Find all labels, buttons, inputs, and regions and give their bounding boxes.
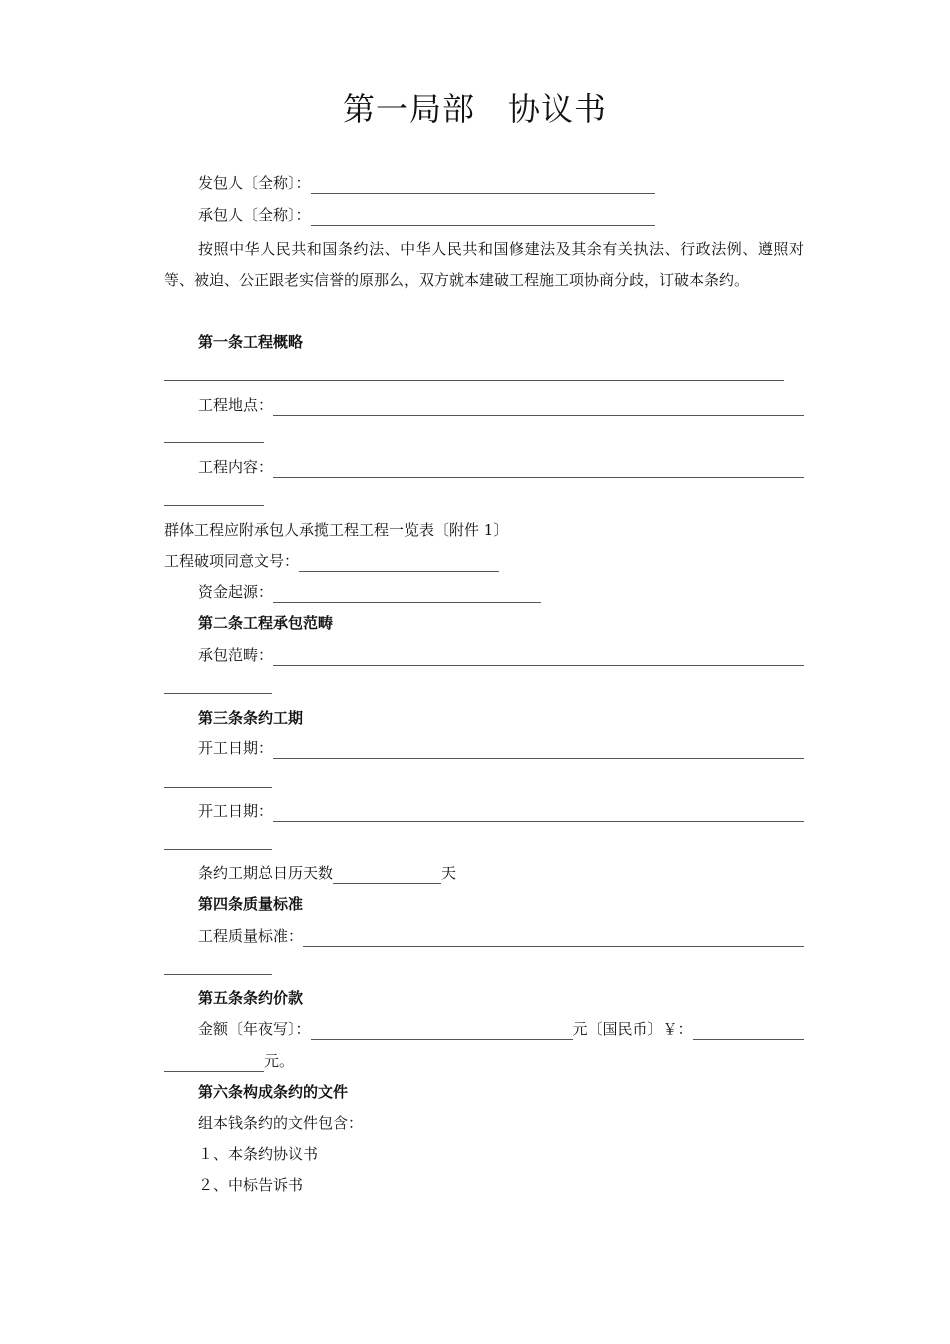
content-blank[interactable]	[273, 455, 804, 478]
start-date-row	[164, 733, 804, 763]
page-title: 第一局部 协议书	[342, 90, 607, 128]
start-date-label: 开工日期：	[198, 739, 274, 757]
scope-label: 承包范畴：	[198, 646, 274, 664]
total-days-suffix: 天	[441, 864, 457, 882]
amount-words-blank[interactable]	[311, 1017, 573, 1040]
amount-figure-blank-cont[interactable]	[164, 1049, 264, 1072]
amount-cont-row	[164, 1046, 804, 1076]
total-days-row	[164, 858, 804, 888]
quality-row	[164, 921, 804, 951]
documents-item	[164, 1170, 804, 1200]
article-6-title: 第六条构成条约的文件	[198, 1083, 349, 1101]
fund-blank[interactable]	[273, 580, 541, 603]
article-2-heading	[164, 608, 804, 638]
article-1-heading	[164, 327, 804, 357]
article-5-title: 第五条条约价款	[198, 989, 304, 1007]
employer-row	[164, 168, 804, 198]
rmb-label: 元〔国民币〕￥：	[572, 1020, 693, 1038]
scope-blank-cont[interactable]	[164, 693, 272, 694]
article-1-overview-blank[interactable]	[164, 380, 784, 381]
amount-row	[164, 1014, 804, 1044]
quality-blank-cont[interactable]	[164, 974, 272, 975]
total-days-blank[interactable]	[333, 861, 441, 884]
location-row	[164, 390, 804, 420]
end-date-blank-cont[interactable]	[164, 849, 272, 850]
documents-intro: 组本钱条约的文件包含：	[198, 1114, 364, 1132]
end-date-row	[164, 796, 804, 826]
employer-label: 发包人〔全称〕：	[198, 174, 311, 192]
location-blank[interactable]	[273, 393, 804, 416]
documents-item-text: １、本条约协议书	[198, 1145, 319, 1163]
article-5-heading	[164, 983, 804, 1013]
start-date-blank-cont[interactable]	[164, 787, 272, 788]
content-label: 工程内容：	[198, 458, 274, 476]
location-label: 工程地点：	[198, 396, 274, 414]
documents-item-text: ２、中标告诉书	[198, 1176, 304, 1194]
start-date-blank[interactable]	[273, 736, 804, 759]
approval-row	[164, 546, 804, 576]
article-4-title: 第四条质量标准	[198, 895, 304, 913]
group-note-row	[164, 515, 804, 545]
documents-intro-row	[164, 1108, 804, 1138]
content-blank-cont[interactable]	[164, 505, 264, 506]
approval-blank[interactable]	[299, 549, 499, 572]
article-3-heading	[164, 703, 804, 733]
article-2-title: 第二条工程承包范畴	[198, 614, 334, 632]
article-6-heading	[164, 1077, 804, 1107]
total-days-prefix: 条约工期总日历天数	[198, 864, 334, 882]
quality-blank[interactable]	[303, 924, 804, 947]
quality-label: 工程质量标准：	[198, 927, 304, 945]
amount-figure-blank[interactable]	[693, 1017, 804, 1040]
article-3-title: 第三条条约工期	[198, 709, 304, 727]
contractor-blank[interactable]	[311, 203, 655, 226]
end-date-label: 开工日期：	[198, 802, 274, 820]
fund-label: 资金起源：	[198, 583, 274, 601]
amount-label: 金额〔年夜写〕：	[198, 1020, 311, 1038]
approval-label: 工程破项同意文号：	[164, 552, 300, 570]
contractor-row	[164, 200, 804, 230]
preamble-paragraph: 按照中华人民共和国条约法、中华人民共和国修建法及其余有关执法、行政法例、遵照对等、被迫、公正跟老实信誉的原那么，双方就本建破工程施工项协商分歧，订破本条约。	[164, 240, 804, 289]
yuan-end: 元。	[264, 1052, 295, 1070]
content-row	[164, 452, 804, 482]
article-1-title: 第一条工程概略	[198, 333, 304, 351]
end-date-blank[interactable]	[273, 799, 804, 822]
article-4-heading	[164, 889, 804, 919]
documents-item	[164, 1139, 804, 1169]
scope-blank[interactable]	[273, 643, 804, 666]
contractor-label: 承包人〔全称〕：	[198, 206, 311, 224]
location-blank-cont[interactable]	[164, 442, 264, 443]
group-note: 群体工程应附承包人承揽工程工程一览表〔附件 1〕	[164, 521, 509, 539]
fund-row	[164, 577, 804, 607]
employer-blank[interactable]	[311, 171, 655, 194]
scope-row	[164, 640, 804, 670]
